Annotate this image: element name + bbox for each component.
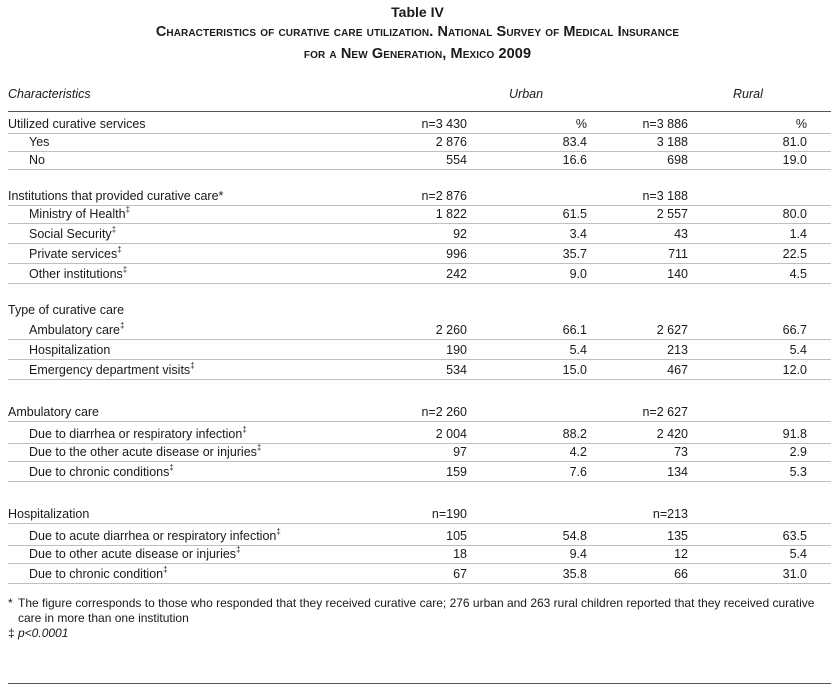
table-group-row [0, 187, 835, 206]
rural-pct-cell: 31.0 [782, 567, 807, 581]
row-label [29, 151, 45, 170]
row-label [8, 403, 99, 422]
urban-n-cell: 242 [446, 267, 467, 281]
row-label [29, 245, 122, 264]
row-label [29, 265, 127, 284]
urban-pct-cell: 7.6 [569, 465, 587, 479]
urban-n-cell: n=2 260 [421, 405, 467, 419]
table-title-block [0, 4, 835, 65]
significance-mark: ‡ [236, 545, 241, 554]
row-label-text: Due to acute diarrhea or respiratory infection [29, 529, 277, 543]
row-divider [8, 339, 831, 340]
rural-n-cell: 467 [667, 363, 688, 377]
row-label [29, 341, 110, 360]
rural-n-cell: 135 [667, 529, 688, 543]
rural-n-cell: n=2 627 [642, 405, 688, 419]
table-row [0, 527, 835, 546]
row-label-text: Social Security [29, 227, 112, 241]
row-label [8, 115, 146, 134]
rural-pct-cell: 66.7 [782, 323, 807, 337]
urban-n-cell: 1 822 [435, 207, 467, 221]
table-row [0, 321, 835, 340]
row-divider [8, 461, 831, 462]
urban-n-cell: 67 [453, 567, 467, 581]
row-label-text: Ministry of Health [29, 207, 126, 221]
urban-n-cell: 190 [446, 343, 467, 357]
rural-pct-cell: 4.5 [789, 267, 807, 281]
row-label-text: Institutions that provided curative care* [8, 189, 224, 203]
row-divider [8, 583, 831, 584]
row-label-text: Ambulatory care [8, 405, 100, 419]
significance-mark: ‡ [190, 361, 195, 370]
footnote-significance [8, 626, 834, 641]
urban-pct-cell: % [575, 117, 587, 131]
table-row [0, 133, 835, 152]
rural-n-cell: 43 [674, 227, 688, 241]
rural-n-cell: 213 [667, 343, 688, 357]
header-rule [8, 111, 831, 112]
row-label [8, 301, 124, 320]
row-label-text: Other institutions [29, 267, 123, 281]
footnote-mark: ‡ [8, 626, 15, 640]
urban-n-cell: 534 [446, 363, 467, 377]
table-row [0, 463, 835, 482]
header-rural: Rural [733, 87, 763, 101]
urban-pct-cell: 15.0 [562, 363, 587, 377]
footnote-text: The figure corresponds to those who responded that they received curative care; 276 urban and 263 rural children reported that they received curative care in more than one institution [18, 596, 815, 625]
footnotes [8, 596, 834, 641]
row-label-text: Type of curative care [8, 303, 125, 317]
row-label-text: Due to other acute disease or injuries [29, 547, 237, 561]
row-label [8, 187, 223, 206]
urban-n-cell: 2 876 [435, 135, 467, 149]
row-divider [8, 359, 831, 360]
table-number: Table IV [391, 4, 444, 20]
row-label-text: Hospitalization [8, 507, 90, 521]
row-divider [8, 283, 831, 284]
row-label-text: Private services [29, 247, 118, 261]
urban-n-cell: n=2 876 [421, 189, 467, 203]
urban-pct-cell: 9.4 [569, 547, 587, 561]
urban-pct-cell: 9.0 [569, 267, 587, 281]
significance-mark: ‡ [117, 245, 122, 254]
row-label [29, 425, 247, 444]
rural-pct-cell: 1.4 [789, 227, 807, 241]
row-divider [8, 243, 831, 244]
footnote-text: p<0.0001 [18, 626, 69, 640]
row-label [29, 361, 195, 380]
significance-mark: ‡ [122, 265, 128, 274]
significance-mark: ‡ [276, 527, 281, 536]
row-divider [8, 523, 831, 524]
row-label [29, 133, 49, 152]
urban-n-cell: 92 [453, 227, 467, 241]
rural-pct-cell: 81.0 [782, 135, 807, 149]
table-caption-line-1: Characteristics of curative care utilization. National Survey of Medical Insurance [155, 24, 680, 40]
rural-n-cell: 140 [667, 267, 688, 281]
urban-pct-cell: 66.1 [562, 323, 587, 337]
significance-mark: ‡ [111, 225, 117, 234]
row-label-text: Ambulatory care [29, 323, 121, 337]
rural-pct-cell: % [795, 117, 807, 131]
table-row [0, 341, 835, 360]
rural-n-cell: 66 [674, 567, 688, 581]
rural-pct-cell: 22.5 [782, 247, 807, 261]
significance-mark: ‡ [256, 443, 262, 452]
row-label-text: Due to chronic condition [29, 567, 164, 581]
row-label-text: Due to the other acute disease or injuries [29, 445, 257, 459]
table-row [0, 443, 835, 462]
rural-pct-cell: 80.0 [782, 207, 807, 221]
row-divider [8, 169, 831, 170]
urban-pct-cell: 4.2 [569, 445, 587, 459]
row-divider [8, 223, 831, 224]
table-row [0, 151, 835, 170]
bottom-rule [8, 683, 831, 684]
rural-n-cell: 2 557 [656, 207, 688, 221]
row-label [8, 505, 89, 524]
row-label-text: Due to chronic conditions [29, 465, 170, 479]
row-label-text: Hospitalization [29, 343, 111, 357]
urban-pct-cell: 3.4 [569, 227, 587, 241]
row-divider [8, 563, 831, 564]
rural-pct-cell: 19.0 [782, 153, 807, 167]
table-group-row [0, 115, 835, 134]
rural-pct-cell: 2.9 [789, 445, 807, 459]
significance-mark: ‡ [242, 425, 247, 434]
rural-pct-cell: 5.4 [789, 547, 807, 561]
row-label-text: Utilized curative services [8, 117, 146, 131]
urban-pct-cell: 16.6 [562, 153, 587, 167]
row-divider [8, 263, 831, 264]
row-label-text: Yes [29, 135, 50, 149]
row-divider [8, 421, 831, 422]
urban-n-cell: 18 [453, 547, 467, 561]
rural-n-cell: 134 [667, 465, 688, 479]
footnote-mark: * [8, 596, 13, 610]
rural-pct-cell: 5.4 [789, 343, 807, 357]
row-divider [8, 481, 831, 482]
table-row [0, 265, 835, 284]
urban-n-cell: n=190 [431, 507, 467, 521]
rural-pct-cell: 63.5 [782, 529, 807, 543]
row-label [29, 463, 174, 482]
header-urban: Urban [509, 87, 544, 101]
table-row [0, 545, 835, 564]
row-label-text: No [29, 153, 45, 167]
header-characteristics: Characteristics [8, 87, 91, 101]
table-group-row [0, 301, 835, 320]
urban-n-cell: 97 [453, 445, 467, 459]
table-row [0, 245, 835, 264]
table-row [0, 425, 835, 444]
rural-n-cell: 12 [674, 547, 688, 561]
rural-n-cell: 3 188 [656, 135, 688, 149]
rural-pct-cell: 5.3 [789, 465, 807, 479]
row-label-text: Emergency department visits [29, 363, 191, 377]
significance-mark: ‡ [125, 205, 131, 214]
rural-n-cell: 711 [668, 247, 688, 261]
footnote-asterisk [8, 596, 834, 626]
urban-n-cell: n=3 430 [421, 117, 467, 131]
significance-mark: ‡ [169, 463, 174, 472]
urban-pct-cell: 83.4 [562, 135, 587, 149]
rural-pct-cell: 12.0 [782, 363, 807, 377]
urban-pct-cell: 35.7 [562, 247, 587, 261]
row-label-text: Due to diarrhea or respiratory infection [29, 427, 243, 441]
rural-n-cell: 73 [674, 445, 688, 459]
row-divider [8, 379, 831, 380]
row-label [29, 321, 124, 340]
urban-n-cell: 554 [446, 153, 467, 167]
table-row [0, 205, 835, 224]
rural-n-cell: 698 [667, 153, 688, 167]
table-caption-line-2: for a New Generation, Mexico 2009 [303, 46, 532, 62]
urban-n-cell: 2 004 [435, 427, 467, 441]
urban-pct-cell: 35.8 [562, 567, 587, 581]
rural-pct-cell: 91.8 [782, 427, 807, 441]
urban-n-cell: 2 260 [435, 323, 467, 337]
rural-n-cell: n=3 886 [642, 117, 688, 131]
row-label [29, 443, 261, 462]
urban-n-cell: 105 [446, 529, 467, 543]
significance-mark: ‡ [163, 565, 168, 574]
rural-n-cell: n=3 188 [642, 189, 688, 203]
table-row [0, 225, 835, 244]
urban-pct-cell: 88.2 [562, 427, 587, 441]
table-group-row [0, 505, 835, 524]
table-row [0, 565, 835, 584]
urban-pct-cell: 61.5 [562, 207, 587, 221]
urban-n-cell: 996 [446, 247, 467, 261]
significance-mark: ‡ [120, 321, 125, 330]
table-group-row [0, 403, 835, 422]
row-label [29, 565, 168, 584]
row-label [29, 225, 116, 244]
row-label [29, 527, 281, 546]
rural-n-cell: 2 420 [656, 427, 688, 441]
table-row [0, 361, 835, 380]
rural-n-cell: 2 627 [656, 323, 688, 337]
row-label [29, 205, 130, 224]
urban-pct-cell: 54.8 [562, 529, 587, 543]
rural-n-cell: n=213 [652, 507, 688, 521]
urban-pct-cell: 5.4 [569, 343, 587, 357]
urban-n-cell: 159 [446, 465, 467, 479]
row-label [29, 545, 241, 564]
